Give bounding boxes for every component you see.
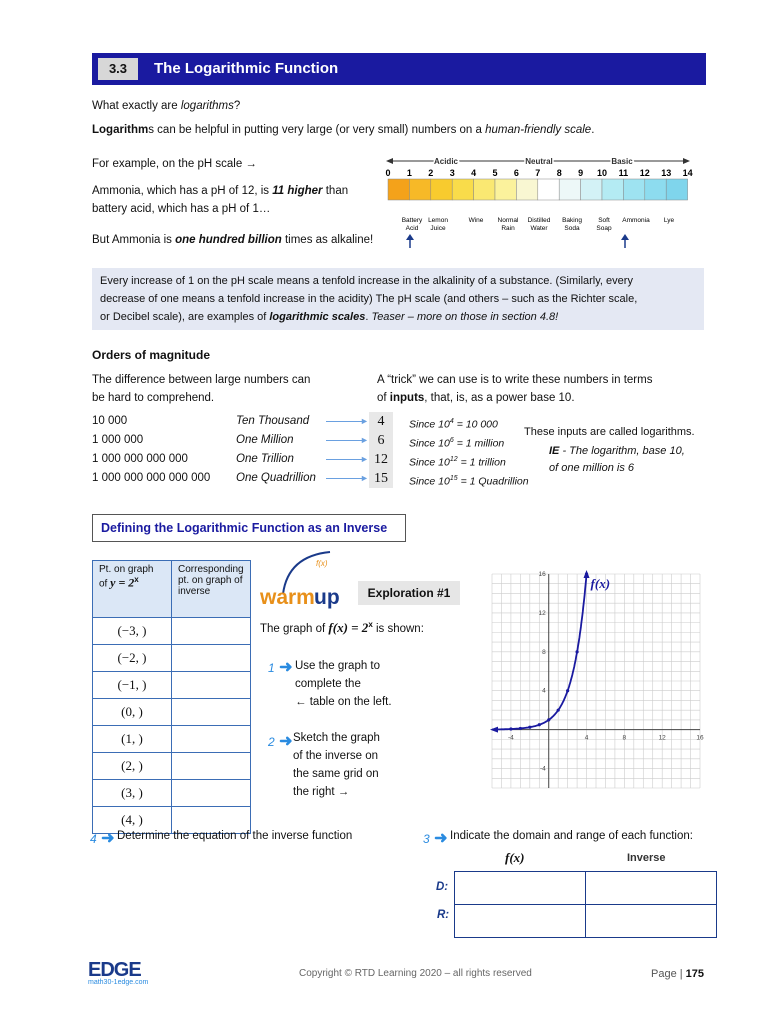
since-text: Since $10^4 = 10$ 000: [409, 418, 498, 431]
number-name: One Quadrillion: [236, 472, 316, 484]
page-number: Page | 175: [651, 968, 705, 980]
range-fx-cell[interactable]: [455, 905, 586, 938]
answer-cell[interactable]: [172, 699, 251, 726]
ph-substance-label: Wine: [468, 217, 484, 224]
ph-substance-label: Ammonia: [622, 217, 650, 224]
points-table: [92, 560, 251, 834]
ph-color-cell: [666, 179, 687, 200]
ph-color-cell: [645, 179, 666, 200]
ph-substance-label: Baking: [562, 217, 582, 224]
function-graph: [482, 566, 708, 796]
x-tick-label: -4: [508, 734, 514, 742]
ph-tick-label: 4: [471, 168, 477, 178]
ph-tick-label: 10: [596, 168, 608, 178]
ph-substance-label: Water: [530, 225, 548, 232]
since-text: Since $10^{12} = 1$ trillion: [409, 456, 506, 469]
arrow-line: [326, 459, 362, 460]
ph-tick-label: 7: [535, 168, 541, 178]
ph-color-cell: [581, 179, 602, 200]
ph-color-cell: [602, 179, 623, 200]
up-arrow-icon: [406, 234, 414, 248]
neutral-label: Neutral: [525, 157, 553, 166]
ph-tick-label: 14: [682, 168, 693, 178]
exploration-label: Exploration #1: [358, 581, 460, 605]
table-row: [93, 618, 251, 645]
orders-heading: Orders of magnitude: [92, 348, 211, 362]
right-arrow-icon: ➜: [274, 733, 293, 750]
y-tick-label: 16: [538, 571, 546, 578]
step-1-text: Use the graph to complete the ← table on the left.: [295, 660, 392, 708]
ph-scale-figure: [384, 152, 694, 252]
ph-substance-label: Rain: [501, 225, 515, 232]
called-logarithms: These inputs are called logarithms.: [524, 426, 695, 438]
table-row: [93, 645, 251, 672]
ph-substance-label: Soft: [598, 217, 610, 224]
answer-cell[interactable]: [172, 726, 251, 753]
y-tick-label: 8: [542, 648, 546, 656]
number-name: One Trillion: [236, 453, 294, 465]
ph-substance-label: Juice: [430, 225, 446, 232]
point-cell: (2, ): [93, 753, 172, 780]
dr-col-inverse: Inverse: [627, 852, 666, 864]
table-header-inverse: Corresponding pt. on graph of inverse: [172, 561, 251, 618]
ammonia-text: Ammonia, which has a pH of 12, is 11 higher than: [92, 185, 349, 197]
basic-label: Basic: [611, 157, 633, 166]
table-row: [93, 699, 251, 726]
dr-col-fx: f(x): [505, 850, 525, 865]
ph-color-cell: [516, 179, 537, 200]
x-tick-label: 12: [658, 734, 666, 742]
answer-cell[interactable]: [172, 753, 251, 780]
step-2: 2 ➜: [268, 733, 293, 750]
section-title: The Logarithmic Function: [154, 60, 339, 77]
ph-color-cell: [388, 179, 409, 200]
x-tick-label: 4: [584, 734, 589, 742]
right-arrow-icon: ►: [360, 416, 369, 426]
step-4: 4 ➜: [90, 830, 115, 847]
graph-description: The graph of $f(x) = 2^x$ is shown:: [260, 619, 424, 635]
ph-substance-label: Battery: [401, 217, 423, 224]
step-4-text: Determine the equation of the inverse function: [117, 830, 353, 842]
table-row: [93, 753, 251, 780]
x-tick-label: 8: [622, 734, 627, 742]
acidic-label: Acidic: [433, 157, 459, 166]
right-arrow-icon: [683, 158, 690, 164]
ph-tick-label: 8: [556, 168, 562, 178]
ph-tick-label: 12: [639, 168, 650, 178]
ph-info-box: Every increase of 1 on the pH scale means a tenfold increase in the alkalinity of a substance. (Similarly, every decrease of one means a tenfold increase in the acidity) The pH scale (and others – such as the Richter scale, or Decibel scale), are examples of logarithmic scales. Teaser – more on those in section 4.8!: [92, 268, 704, 330]
ph-tick-label: 1: [406, 168, 412, 178]
number-name: One Million: [236, 434, 294, 446]
step-3-text: Indicate the domain and range of each function:: [450, 830, 693, 842]
data-point: [528, 726, 531, 729]
right-arrow-icon: ►: [360, 473, 369, 483]
ph-color-cell: [538, 179, 559, 200]
since-text: Since $10^6 = 1$ million: [409, 437, 505, 450]
y-tick-label: 12: [538, 609, 546, 617]
orders-row: [92, 450, 542, 469]
ph-color-cell: [431, 179, 452, 200]
data-point: [547, 718, 550, 721]
ph-substance-label: Soda: [564, 225, 580, 232]
ph-tick-label: 9: [578, 168, 584, 178]
exponent-value: 15: [369, 469, 393, 488]
ph-color-cell: [409, 179, 430, 200]
exponent-value: 12: [369, 450, 393, 469]
large-number: 1 000 000: [92, 434, 144, 446]
point-cell: (−3, ): [93, 618, 172, 645]
orders-right-text: A “trick” we can use is to write these numbers in terms of inputs, that, is, as a power base 10.: [377, 374, 653, 404]
data-point: [575, 650, 578, 653]
right-arrow-icon: ➜: [429, 830, 448, 847]
domain-range-table: [454, 871, 717, 938]
ph-substance-label: Acid: [405, 225, 419, 232]
ph-substance-label: Normal: [497, 217, 519, 224]
orders-row: [92, 431, 542, 450]
answer-cell[interactable]: [172, 618, 251, 645]
point-cell: (−1, ): [93, 672, 172, 699]
ph-tick-label: 13: [661, 168, 672, 178]
domain-inverse-cell[interactable]: [586, 872, 717, 905]
intro-definition: Logarithms can be helpful in putting very large (or very small) numbers on a human-friendly scale.: [92, 124, 595, 136]
point-cell: (4, ): [93, 807, 172, 834]
data-point: [566, 689, 569, 692]
large-number: 1 000 000 000 000: [92, 453, 188, 465]
alkaline-text: But Ammonia is one hundred billion times as alkaline!: [92, 234, 374, 246]
answer-cell[interactable]: [172, 645, 251, 672]
since-text: Since $10^{15} = 1$ Quadrillion: [409, 475, 529, 488]
ph-substance-label: Lemon: [428, 217, 448, 224]
table-row: [93, 780, 251, 807]
exponent-value: 4: [369, 412, 393, 431]
point-cell: (−2, ): [93, 645, 172, 672]
right-arrow-icon: ➜: [274, 659, 293, 676]
ph-tick-label: 2: [428, 168, 434, 178]
point-cell: (0, ): [93, 699, 172, 726]
range-label: R:: [437, 909, 450, 921]
exponent-value: 6: [369, 431, 393, 450]
point-cell: (1, ): [93, 726, 172, 753]
data-point: [557, 709, 560, 712]
arrow-line: [326, 478, 362, 479]
left-arrow-icon: [490, 727, 498, 733]
ph-color-cell: [474, 179, 495, 200]
data-point: [509, 727, 512, 730]
step-2-text: Sketch the graph of the inverse on the same grid on the right →: [293, 732, 380, 798]
arrow-line: [326, 421, 362, 422]
battery-text: battery acid, which has a pH of 1…: [92, 203, 271, 215]
intro-question: What exactly are logarithms?: [92, 100, 241, 112]
ph-example: For example, on the pH scale →: [92, 158, 257, 170]
number-name: Ten Thousand: [236, 415, 310, 427]
range-inverse-cell[interactable]: [586, 905, 717, 938]
step-1: 1 ➜: [268, 659, 293, 676]
ph-tick-label: 6: [513, 168, 519, 178]
svg-text:up: up: [314, 586, 340, 609]
ph-color-cell: [623, 179, 644, 200]
data-point: [519, 727, 522, 730]
domain-fx-cell[interactable]: [455, 872, 586, 905]
data-point: [538, 723, 541, 726]
domain-label: D:: [436, 881, 449, 893]
y-tick-label: -4: [539, 765, 546, 773]
svg-text:f(x): f(x): [316, 559, 328, 568]
orders-left-text: The difference between large numbers can be hard to comprehend.: [92, 374, 311, 404]
defining-title-box: Defining the Logarithmic Function as an Inverse: [92, 514, 406, 542]
left-arrow-icon: [386, 158, 393, 164]
ph-color-cell: [559, 179, 580, 200]
orders-row: [92, 412, 542, 431]
edge-logo: EDGE math30-1edge.com: [88, 959, 149, 986]
orders-row: [92, 469, 542, 488]
warmup-logo: [258, 548, 358, 610]
right-arrow-icon: ➜: [96, 830, 115, 847]
point-cell: (3, ): [93, 780, 172, 807]
section-number: 3.3: [98, 58, 138, 80]
up-arrow-icon: [621, 234, 629, 248]
table-row: [93, 726, 251, 753]
ie-example: IE - The logarithm, base 10, of one million is 6: [549, 445, 685, 474]
ph-tick-label: 3: [449, 168, 455, 178]
ph-tick-label: 5: [492, 168, 498, 178]
step-3: 3 ➜: [423, 830, 448, 847]
fx-series-label: f(x): [590, 576, 611, 591]
ph-tick-label: 11: [618, 168, 629, 178]
ph-substance-label: Distilled: [527, 217, 551, 224]
large-number: 1 000 000 000 000 000: [92, 472, 211, 484]
x-tick-label: 16: [696, 734, 704, 742]
y-tick-label: 4: [542, 687, 546, 695]
section-header: [92, 53, 706, 85]
ph-color-cell: [452, 179, 473, 200]
ph-substance-label: Lye: [663, 217, 675, 224]
answer-cell[interactable]: [172, 780, 251, 807]
ph-substance-label: Soap: [596, 225, 612, 232]
answer-cell[interactable]: [172, 672, 251, 699]
ph-color-cell: [495, 179, 516, 200]
right-arrow-icon: ►: [360, 435, 369, 445]
svg-text:warm: warm: [260, 586, 315, 609]
large-number: 10 000: [92, 415, 128, 427]
table-row: [93, 672, 251, 699]
ph-tick-label: 0: [385, 168, 391, 178]
copyright: Copyright © RTD Learning 2020 – all rights reserved: [299, 968, 532, 979]
right-arrow-icon: ►: [360, 454, 369, 464]
arrow-line: [326, 440, 362, 441]
table-header-points: Pt. on graph of $y = 2^x$: [93, 561, 172, 618]
